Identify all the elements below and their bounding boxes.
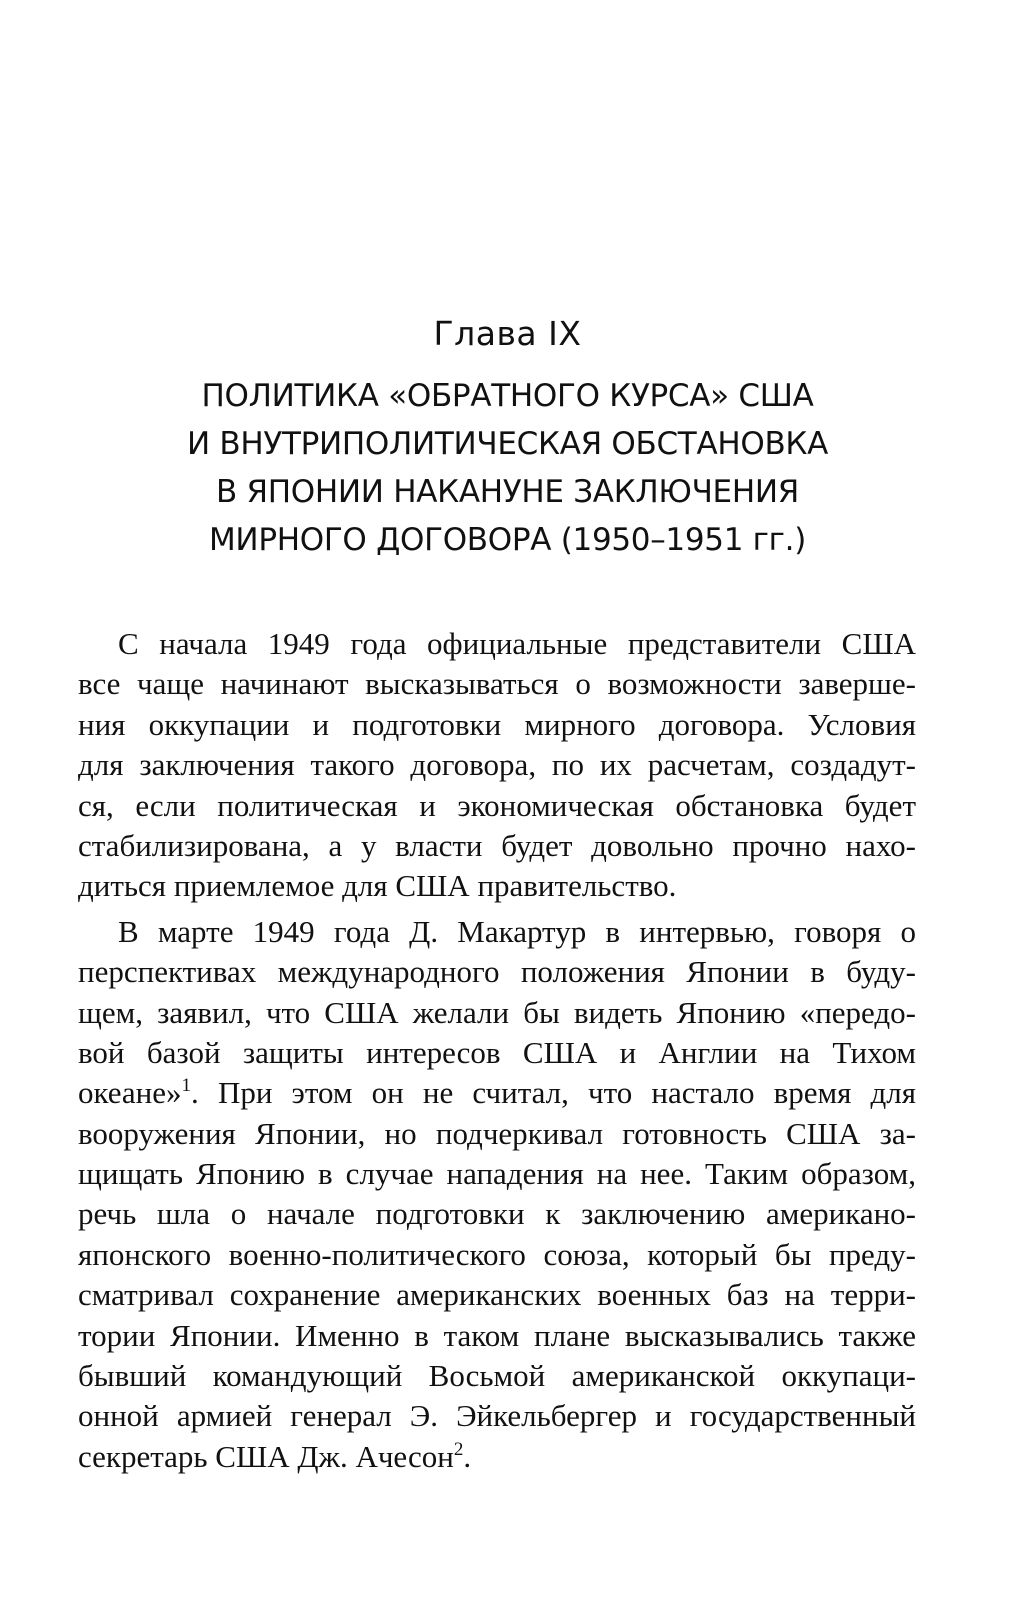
text-line: вой базой защиты интересов США и Англии на Тихом xyxy=(78,1034,916,1070)
text-line: щем, заявил, что США желали бы видеть Японию «передо- xyxy=(78,994,916,1030)
text-fragment: . При этом он не считал, что настало время для xyxy=(191,1075,916,1111)
chapter-title xyxy=(80,372,935,564)
text-line: диться приемлемое для США правительство. xyxy=(78,868,677,904)
text-line: С начала 1949 года официальные представители США xyxy=(118,626,916,661)
chapter-label: Глава IX xyxy=(433,314,582,353)
text-line: все чаще начинают высказываться о возможности заверше- xyxy=(78,666,916,702)
text-fragment: океане» xyxy=(78,1075,182,1111)
body-text xyxy=(78,624,916,1477)
text-line: вооружения Японии, но подчеркивал готовность США за- xyxy=(78,1115,916,1151)
text-line-with-footnote xyxy=(78,1073,916,1113)
text-line-with-footnote xyxy=(78,1437,916,1477)
text-line: щищать Японию в случае нападения на нее. Таким образом, xyxy=(78,1156,916,1192)
text-line: для заключения такого договора, по их расчетам, создадут- xyxy=(78,747,916,783)
text-line: ния оккупации и подготовки мирного договора. Условия xyxy=(78,706,916,742)
text-line: тории Японии. Именно в таком плане высказывались также xyxy=(78,1317,916,1353)
text-line: японского военно-политического союза, который бы преду- xyxy=(78,1236,916,1272)
text-line: стабилизирована, а у власти будет довольно прочно нахо- xyxy=(78,827,916,863)
text-fragment: секретарь США Дж. Ачесон xyxy=(78,1438,454,1474)
chapter-title-line: В ЯПОНИИ НАКАНУНЕ ЗАКЛЮЧЕНИЯ xyxy=(216,474,799,510)
text-line: В марте 1949 года Д. Макартур в интервью, говоря о xyxy=(118,913,916,949)
chapter-title-line: И ВНУТРИПОЛИТИЧЕСКАЯ ОБСТАНОВКА xyxy=(186,426,829,462)
text-line: ся, если политическая и экономическая обстановка будет xyxy=(78,787,916,823)
text-line: онной армией генерал Э. Эйкельбергер и государственный xyxy=(78,1398,916,1434)
chapter-title-line: ПОЛИТИКА «ОБРАТНОГО КУРСА» США xyxy=(201,378,814,414)
chapter-title-line: МИРНОГО ДОГОВОРА (1950–1951 гг.) xyxy=(208,522,806,558)
footnote-ref[interactable]: 1 xyxy=(181,1075,192,1097)
text-line: речь шла о начале подготовки к заключению американо- xyxy=(78,1196,916,1232)
text-line: сматривал сохранение американских военных баз на терри- xyxy=(78,1277,916,1313)
text-fragment: . xyxy=(463,1438,472,1474)
text-line: перспективах международного положения Японии в буду- xyxy=(78,954,916,990)
paragraph xyxy=(78,624,916,907)
text-line: бывший командующий Восьмой американской оккупаци- xyxy=(78,1358,916,1394)
footnote-ref[interactable]: 2 xyxy=(453,1438,464,1460)
paragraph xyxy=(78,912,916,1477)
